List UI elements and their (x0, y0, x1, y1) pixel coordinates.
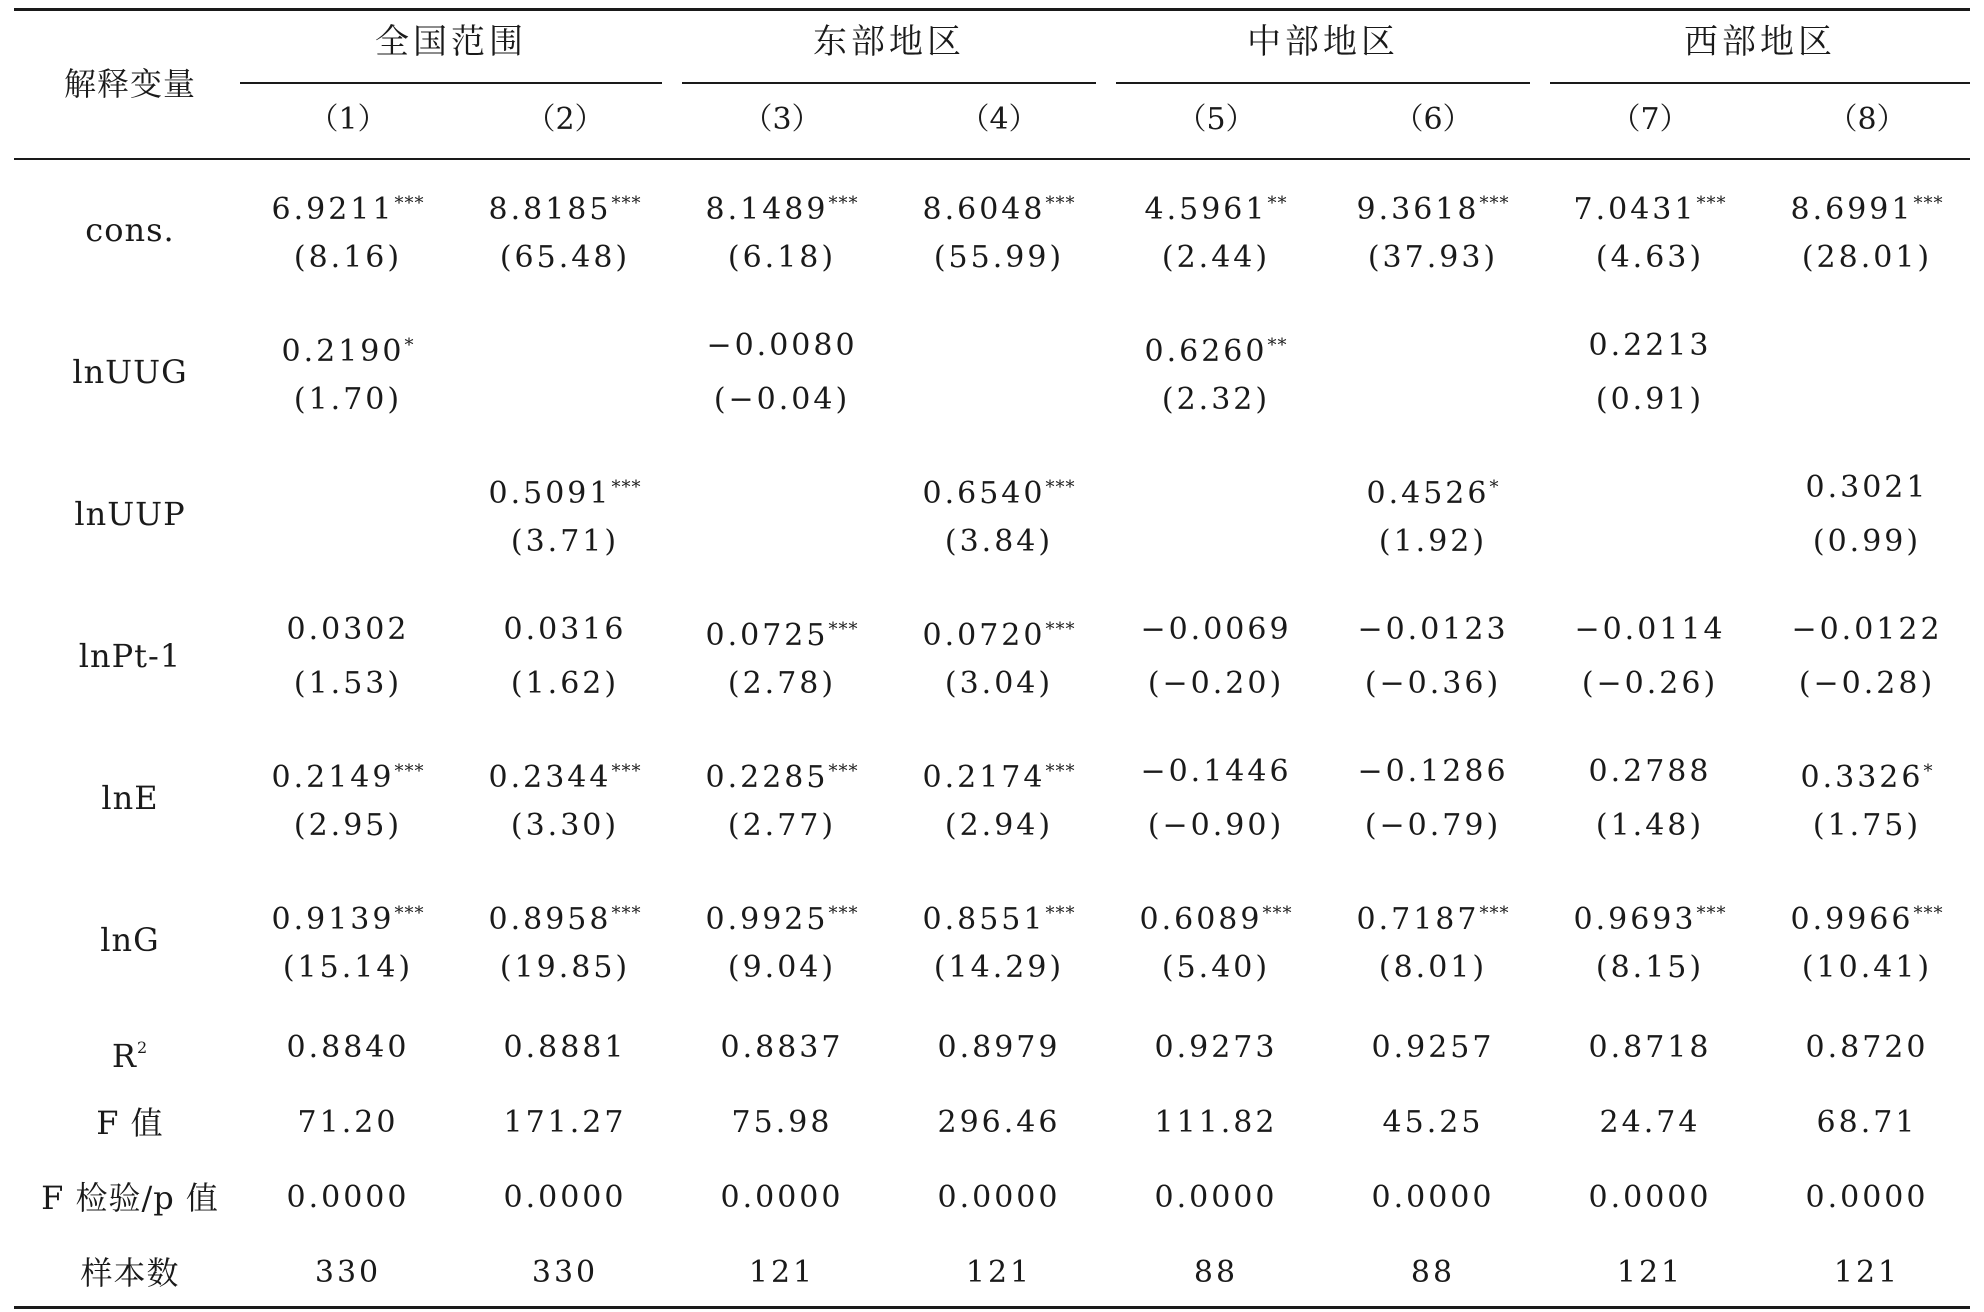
significance-stars: *** (828, 619, 859, 640)
coefficient-cell (243, 896, 453, 938)
coefficient-cell (1545, 754, 1755, 790)
coefficient-cell (1328, 470, 1538, 512)
t-statistic-cell: (9.04) (727, 950, 837, 985)
coefficient-cell (1328, 612, 1538, 648)
coefficient-cell (1762, 186, 1972, 228)
group-title-west: 西部地区 (1684, 22, 1836, 62)
t-statistic-cell: (55.99) (933, 240, 1065, 275)
significance-stars: *** (394, 761, 425, 782)
group-line-national (240, 82, 662, 84)
coefficient-value: 0.2149 (271, 760, 395, 795)
t-statistic-cell: (65.48) (499, 240, 631, 275)
coefficient-value: −0.0080 (706, 328, 858, 363)
coefficient-cell (894, 470, 1104, 512)
stat-label-superscript: 2 (136, 1038, 149, 1057)
coefficient-cell (1111, 186, 1321, 228)
coefficient-cell (1111, 754, 1321, 790)
t-statistic-cell: (8.01) (1378, 950, 1488, 985)
significance-stars: *** (611, 477, 642, 498)
significance-stars: *** (1045, 619, 1076, 640)
significance-stars: *** (1479, 903, 1510, 924)
t-statistic-cell: (2.94) (944, 808, 1054, 843)
group-title-east: 东部地区 (813, 22, 965, 62)
significance-stars: * (1489, 477, 1500, 498)
stat-value-cell: 121 (748, 1255, 816, 1290)
stat-label-text: R (111, 1037, 137, 1075)
significance-stars: *** (1696, 903, 1727, 924)
t-statistic-cell: (2.44) (1161, 240, 1271, 275)
coefficient-value: 7.0431 (1573, 192, 1697, 227)
significance-stars: *** (1696, 193, 1727, 214)
coefficient-value: 8.1489 (705, 192, 829, 227)
t-statistic-cell: (−0.79) (1364, 808, 1502, 843)
stat-label (20, 1178, 240, 1218)
coefficient-value: 0.7187 (1356, 902, 1480, 937)
stat-value-cell: 296.46 (937, 1105, 1061, 1140)
coefficient-cell (894, 896, 1104, 938)
coefficient-value: 0.2213 (1588, 328, 1712, 363)
coefficient-value: 0.6260 (1144, 334, 1268, 369)
coefficient-value: 0.3021 (1805, 470, 1929, 505)
row-label: lnPt-1 (78, 637, 182, 675)
stat-value-cell: 0.0000 (1371, 1180, 1495, 1215)
significance-stars: ** (1267, 193, 1288, 214)
coefficient-cell (1111, 612, 1321, 648)
significance-stars: *** (394, 193, 425, 214)
coefficient-value: 0.2174 (922, 760, 1046, 795)
coefficient-cell (460, 470, 670, 512)
stat-value-cell: 0.0000 (286, 1180, 410, 1215)
coefficient-cell (1545, 896, 1755, 938)
coefficient-value: 0.2788 (1588, 754, 1712, 789)
stat-label (20, 1028, 240, 1076)
coefficient-cell (1328, 896, 1538, 938)
coefficient-value: 6.9211 (271, 192, 395, 227)
coefficient-value: 0.2285 (705, 760, 829, 795)
coefficient-cell (1328, 186, 1538, 228)
stat-value-cell: 0.8720 (1805, 1030, 1929, 1065)
t-statistic-cell: (−0.20) (1147, 666, 1285, 701)
significance-stars: *** (1045, 477, 1076, 498)
coefficient-value: 0.4526 (1366, 476, 1490, 511)
coefficient-value: 0.8958 (488, 902, 612, 937)
coefficient-cell (1111, 896, 1321, 938)
stat-value-cell: 0.0000 (1154, 1180, 1278, 1215)
coefficient-cell (1545, 612, 1755, 648)
stat-value-cell: 0.8840 (286, 1030, 410, 1065)
t-statistic-cell: (1.70) (293, 382, 403, 417)
stat-value-cell: 0.0000 (720, 1180, 844, 1215)
significance-stars: ** (1267, 335, 1288, 356)
t-statistic-cell: (0.99) (1812, 524, 1922, 559)
column-number: （6） (1393, 102, 1473, 137)
stat-value-cell: 0.8979 (937, 1030, 1061, 1065)
coefficient-value: 8.6991 (1790, 192, 1914, 227)
group-line-west (1550, 82, 1970, 84)
stat-label (20, 1103, 240, 1143)
coefficient-value: −0.0123 (1357, 612, 1509, 647)
t-statistic-cell: (3.84) (944, 524, 1054, 559)
stat-value-cell: 68.71 (1816, 1105, 1918, 1140)
t-statistic-cell: (8.15) (1595, 950, 1705, 985)
coefficient-value: 0.0316 (503, 612, 627, 647)
stat-value-cell: 330 (314, 1255, 382, 1290)
stat-value-cell: 121 (1833, 1255, 1901, 1290)
significance-stars: *** (1913, 903, 1944, 924)
column-number: （2） (525, 102, 605, 137)
column-number: （1） (308, 102, 388, 137)
stat-value-cell: 171.27 (503, 1105, 627, 1140)
stat-label (20, 1253, 240, 1293)
significance-stars: *** (394, 903, 425, 924)
coefficient-cell (677, 754, 887, 796)
stat-value-cell: 330 (531, 1255, 599, 1290)
coefficient-value: 9.3618 (1356, 192, 1480, 227)
t-statistic-cell: (2.95) (293, 808, 403, 843)
t-statistic-cell: (−0.90) (1147, 808, 1285, 843)
coefficient-cell (894, 186, 1104, 228)
t-statistic-cell: (1.92) (1378, 524, 1488, 559)
stat-value-cell: 0.0000 (1805, 1180, 1929, 1215)
coefficient-value: 0.9139 (271, 902, 395, 937)
stat-label-text: F 值 (96, 1104, 164, 1142)
row-label: lnUUP (74, 495, 186, 533)
significance-stars: *** (1045, 761, 1076, 782)
coefficient-cell (1762, 612, 1972, 648)
stat-value-cell: 121 (1616, 1255, 1684, 1290)
coefficient-cell (1762, 470, 1972, 506)
coefficient-value: −0.0122 (1791, 612, 1943, 647)
coefficient-value: 0.9925 (705, 902, 829, 937)
coefficient-cell (243, 754, 453, 796)
coefficient-value: 4.5961 (1144, 192, 1268, 227)
top-rule (14, 8, 1970, 11)
coefficient-cell (1111, 328, 1321, 370)
coefficient-cell (1545, 186, 1755, 228)
t-statistic-cell: (1.48) (1595, 808, 1705, 843)
coefficient-cell (1545, 328, 1755, 364)
significance-stars: *** (828, 761, 859, 782)
column-number: （4） (959, 102, 1039, 137)
coefficient-cell (894, 754, 1104, 796)
t-statistic-cell: (−0.36) (1364, 666, 1502, 701)
coefficient-value: 0.9966 (1790, 902, 1914, 937)
row-label: lnE (101, 779, 159, 817)
t-statistic-cell: (3.30) (510, 808, 620, 843)
significance-stars: *** (1262, 903, 1293, 924)
stat-value-cell: 88 (1193, 1255, 1239, 1290)
significance-stars: *** (1045, 193, 1076, 214)
t-statistic-cell: (1.53) (293, 666, 403, 701)
stat-value-cell: 0.8837 (720, 1030, 844, 1065)
coefficient-value: 0.6089 (1139, 902, 1263, 937)
significance-stars: *** (1913, 193, 1944, 214)
t-statistic-cell: (14.29) (933, 950, 1065, 985)
t-statistic-cell: (2.77) (727, 808, 837, 843)
stat-value-cell: 0.0000 (937, 1180, 1061, 1215)
group-title-central: 中部地区 (1247, 22, 1399, 62)
significance-stars: *** (828, 193, 859, 214)
stat-value-cell: 0.9273 (1154, 1030, 1278, 1065)
stat-value-cell: 88 (1410, 1255, 1456, 1290)
coefficient-value: 0.2190 (281, 334, 405, 369)
t-statistic-cell: (19.85) (499, 950, 631, 985)
coefficient-value: 0.9693 (1573, 902, 1697, 937)
coefficient-value: −0.1446 (1140, 754, 1292, 789)
stat-label-text: 样本数 (80, 1254, 180, 1292)
t-statistic-cell: (−0.28) (1798, 666, 1936, 701)
coefficient-value: 0.0725 (705, 618, 829, 653)
t-statistic-cell: (10.41) (1801, 950, 1933, 985)
significance-stars: *** (1479, 193, 1510, 214)
coefficient-value: 0.3326 (1800, 760, 1924, 795)
coefficient-cell (460, 896, 670, 938)
bottom-rule (14, 1306, 1970, 1309)
stat-value-cell: 71.20 (297, 1105, 399, 1140)
t-statistic-cell: (15.14) (282, 950, 414, 985)
column-number: （5） (1176, 102, 1256, 137)
coefficient-cell (677, 896, 887, 938)
significance-stars: *** (611, 903, 642, 924)
t-statistic-cell: (−0.04) (713, 382, 851, 417)
column-number: （7） (1610, 102, 1690, 137)
coefficient-cell (677, 186, 887, 228)
header-rule (14, 158, 1970, 160)
coefficient-cell (1328, 754, 1538, 790)
coefficient-cell (243, 186, 453, 228)
t-statistic-cell: (2.78) (727, 666, 837, 701)
t-statistic-cell: (4.63) (1595, 240, 1705, 275)
coefficient-cell (243, 328, 453, 370)
t-statistic-cell: (28.01) (1801, 240, 1933, 275)
coefficient-value: 0.0302 (286, 612, 410, 647)
coefficient-cell (460, 186, 670, 228)
coefficient-value: −0.0069 (1140, 612, 1292, 647)
stat-value-cell: 0.0000 (503, 1180, 627, 1215)
t-statistic-cell: (5.40) (1161, 950, 1271, 985)
row-label: lnUUG (72, 353, 188, 391)
stat-value-cell: 45.25 (1382, 1105, 1484, 1140)
significance-stars: *** (611, 193, 642, 214)
coefficient-value: 0.0720 (922, 618, 1046, 653)
coefficient-value: 0.2344 (488, 760, 612, 795)
t-statistic-cell: (8.16) (293, 240, 403, 275)
group-line-east (682, 82, 1096, 84)
t-statistic-cell: (2.32) (1161, 382, 1271, 417)
coefficient-value: 0.6540 (922, 476, 1046, 511)
coefficient-cell (243, 612, 453, 648)
coefficient-cell (677, 612, 887, 654)
coefficient-cell (460, 612, 670, 648)
stat-value-cell: 24.74 (1599, 1105, 1701, 1140)
t-statistic-cell: (3.71) (510, 524, 620, 559)
t-statistic-cell: (1.62) (510, 666, 620, 701)
column-number: （8） (1827, 102, 1907, 137)
stat-value-cell: 0.9257 (1371, 1030, 1495, 1065)
significance-stars: *** (1045, 903, 1076, 924)
coefficient-value: 8.8185 (488, 192, 612, 227)
t-statistic-cell: (1.75) (1812, 808, 1922, 843)
stat-label-text: F 检验/p 值 (41, 1179, 219, 1217)
coefficient-cell (677, 328, 887, 364)
t-statistic-cell: (0.91) (1595, 382, 1705, 417)
t-statistic-cell: (3.04) (944, 666, 1054, 701)
t-statistic-cell: (6.18) (727, 240, 837, 275)
row-label: lnG (100, 921, 160, 959)
coefficient-value: 8.6048 (922, 192, 1046, 227)
significance-stars: * (1923, 761, 1934, 782)
coefficient-value: 0.8551 (922, 902, 1046, 937)
row-label: cons. (85, 211, 175, 249)
stat-value-cell: 75.98 (731, 1105, 833, 1140)
coefficient-cell (894, 612, 1104, 654)
coefficient-cell (1762, 754, 1972, 796)
stat-value-cell: 121 (965, 1255, 1033, 1290)
column-number: （3） (742, 102, 822, 137)
stat-value-cell: 0.8718 (1588, 1030, 1712, 1065)
group-title-national: 全国范围 (375, 22, 527, 62)
row-label-header: 解释变量 (63, 65, 196, 103)
significance-stars: *** (611, 761, 642, 782)
coefficient-value: 0.5091 (488, 476, 612, 511)
coefficient-value: −0.0114 (1574, 612, 1726, 647)
coefficient-cell (460, 754, 670, 796)
stat-value-cell: 111.82 (1154, 1105, 1278, 1140)
stat-value-cell: 0.0000 (1588, 1180, 1712, 1215)
significance-stars: * (404, 335, 415, 356)
t-statistic-cell: (−0.26) (1581, 666, 1719, 701)
coefficient-cell (1762, 896, 1972, 938)
group-line-central (1116, 82, 1530, 84)
coefficient-value: −0.1286 (1357, 754, 1509, 789)
t-statistic-cell: (37.93) (1367, 240, 1499, 275)
significance-stars: *** (828, 903, 859, 924)
stat-value-cell: 0.8881 (503, 1030, 627, 1065)
